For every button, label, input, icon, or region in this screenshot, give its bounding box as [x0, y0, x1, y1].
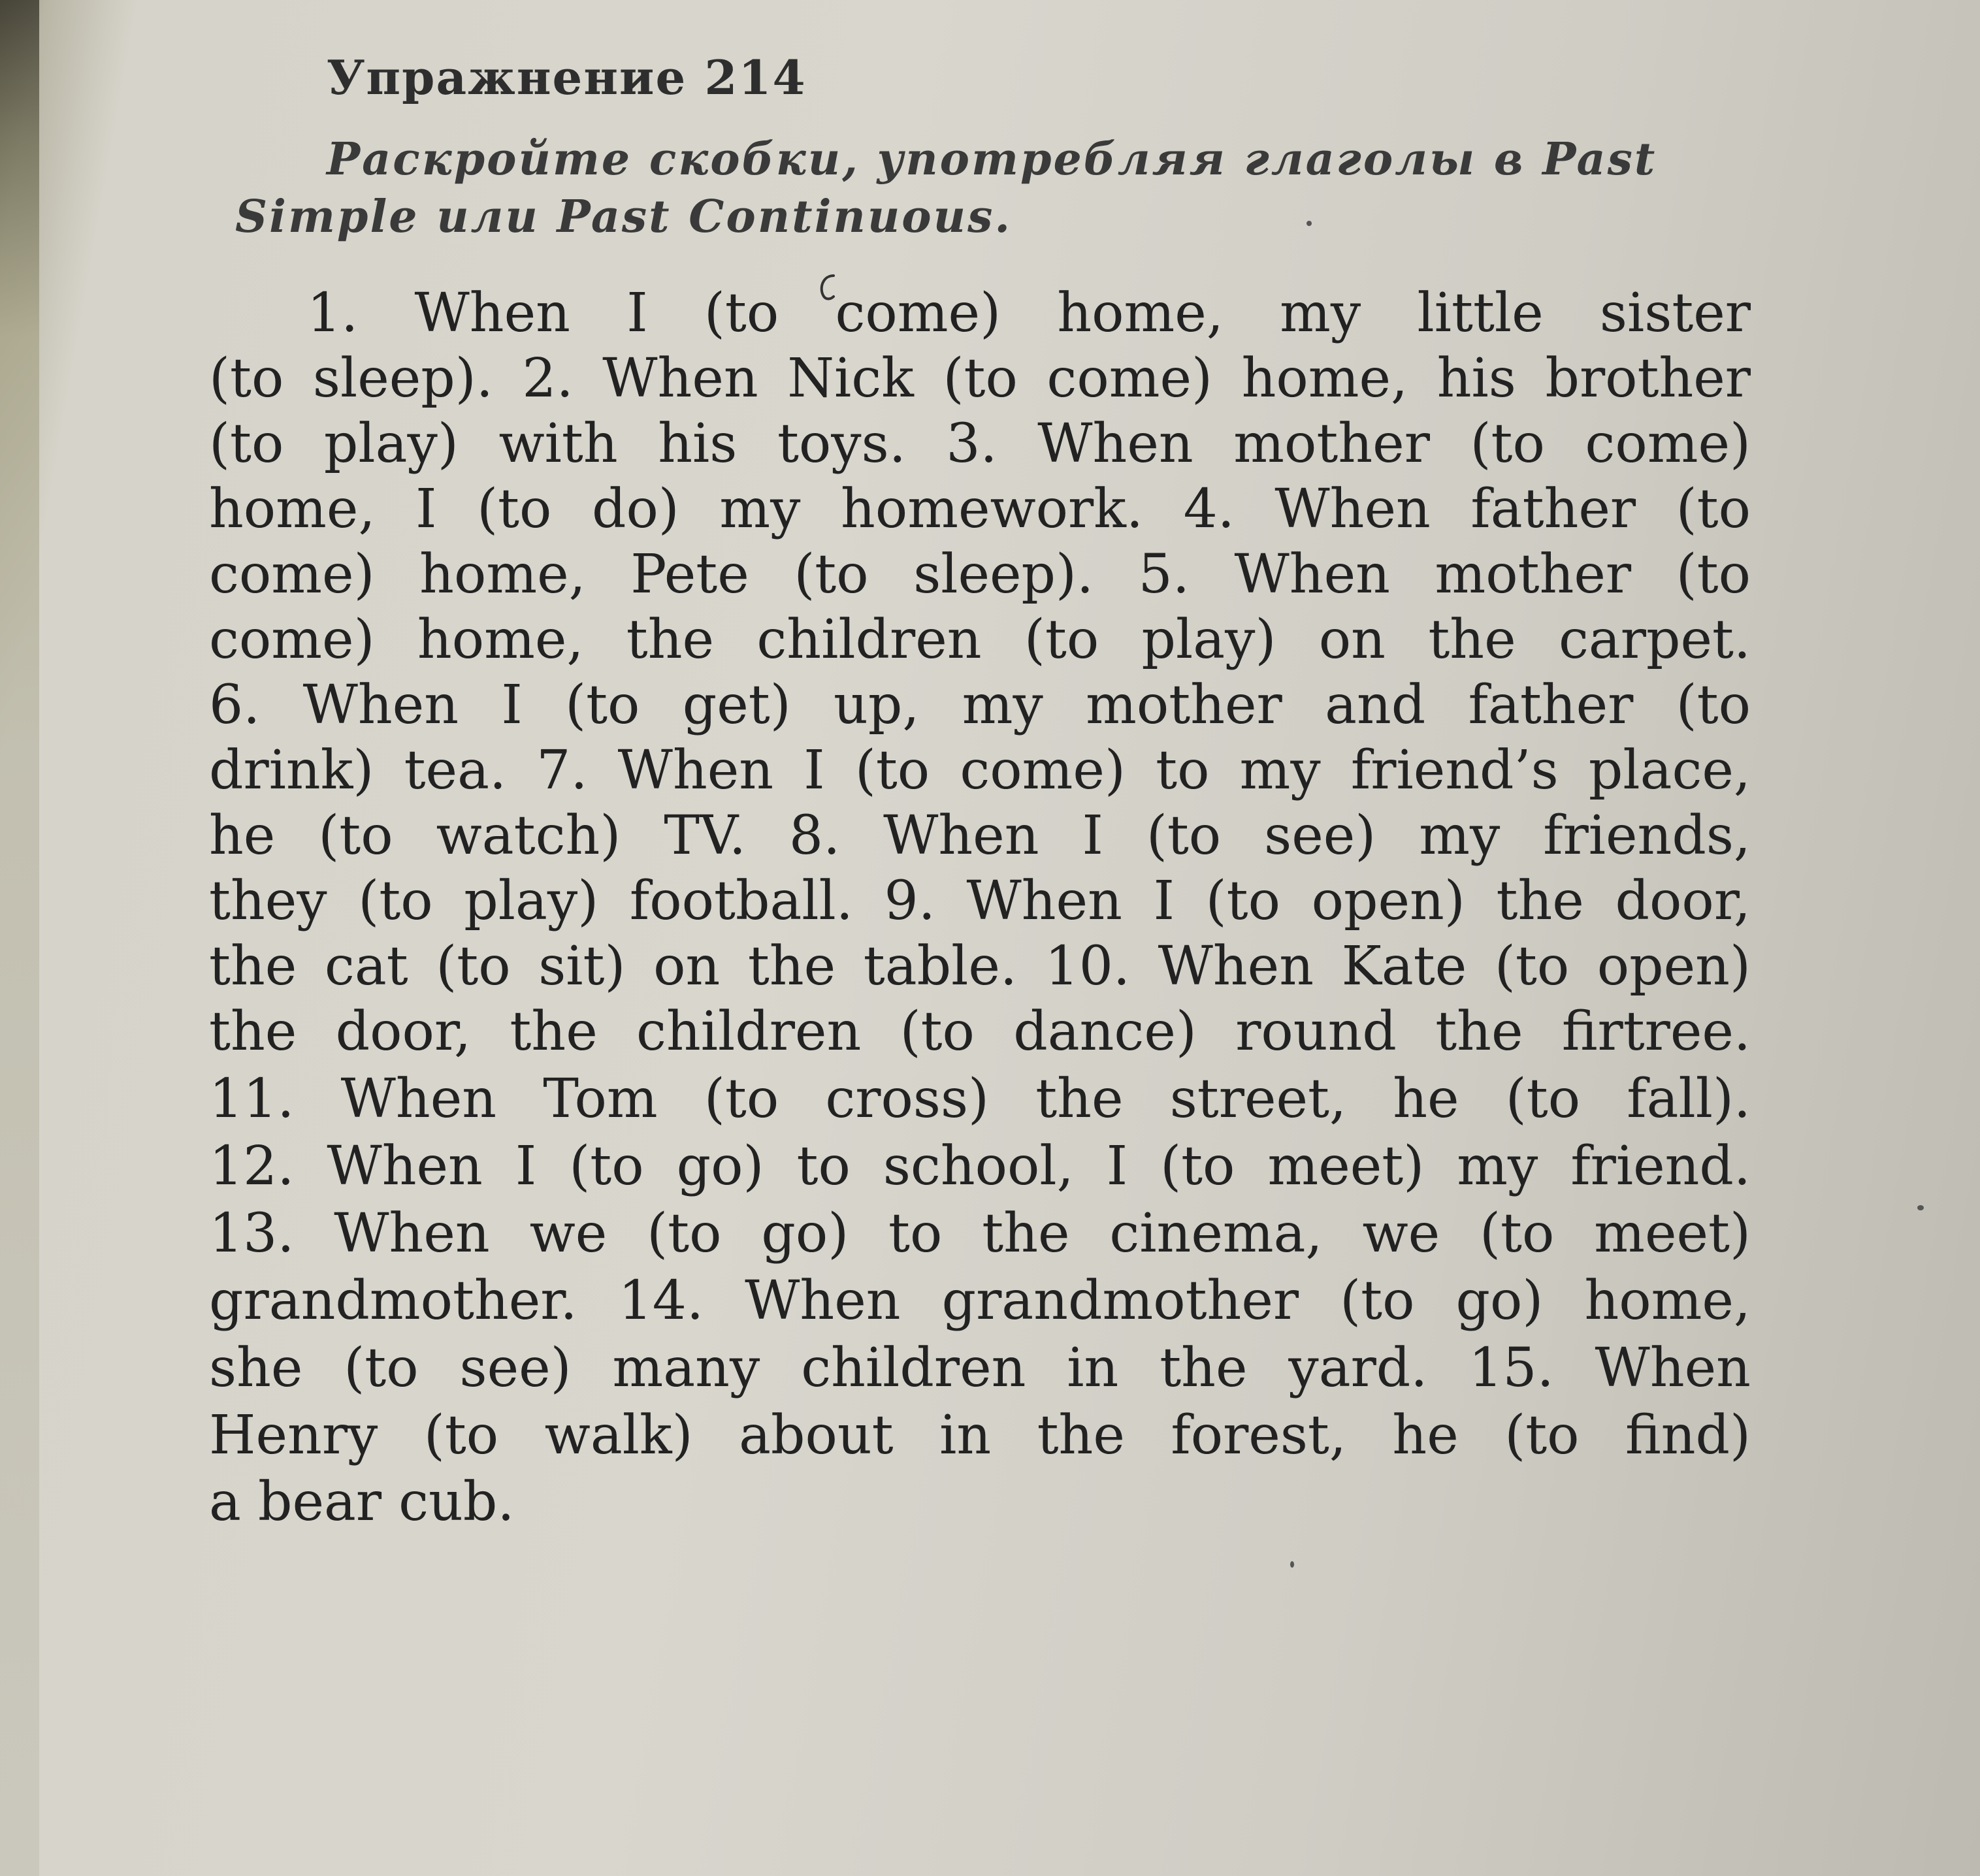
exercise-instruction: [235, 131, 1725, 246]
exercise-line-2: (to sleep). 2. When Nick (to come) home, his brother: [209, 348, 1751, 410]
exercise-line-4: home, I (to do) my homework. 4. When father (to: [209, 478, 1751, 540]
exercise-line-8: drink) tea. 7. When I (to come) to my friend’s place,: [209, 739, 1751, 801]
exercise-line-19: a bear cub.: [209, 1471, 515, 1533]
paper-speck: [1290, 1561, 1294, 1568]
paper-speck: [1917, 1205, 1924, 1210]
exercise-line-1: 1. When I (to come) home, my little sister: [307, 282, 1751, 344]
instruction-line-1: Раскройте скобки, употребляя глаголы в Past: [327, 133, 1657, 186]
exercise-line-15: 13. When we (to go) to the cinema, we (to meet): [209, 1203, 1751, 1265]
exercise-line-5: come) home, Pete (to sleep). 5. When mother (to: [209, 543, 1751, 606]
exercise-line-9: he (to watch) TV. 8. When I (to see) my friends,: [209, 805, 1751, 867]
paper-speck: [1306, 221, 1312, 226]
exercise-line-17: she (to see) many children in the yard. 15. When: [209, 1337, 1751, 1399]
exercise-heading: Упражнение 214: [327, 50, 807, 105]
exercise-line-18: Henry (to walk) about in the forest, he (to find): [209, 1404, 1751, 1466]
exercise-line-7: 6. When I (to get) up, my mother and father (to: [209, 674, 1751, 736]
exercise-line-6: come) home, the children (to play) on the carpet.: [209, 609, 1751, 671]
exercise-line-11: the cat (to sit) on the table. 10. When Kate (to open): [209, 935, 1751, 997]
exercise-line-14: 12. When I (to go) to school, I (to meet) my friend.: [209, 1135, 1751, 1197]
exercise-line-16: grandmother. 14. When grandmother (to go) home,: [209, 1270, 1751, 1332]
exercise-line-10: they (to play) football. 9. When I (to open) the door,: [209, 870, 1751, 932]
exercise-line-13: 11. When Tom (to cross) the street, he (to fall).: [209, 1068, 1751, 1130]
instruction-line-2: Simple или Past Continuous.: [235, 191, 1013, 243]
exercise-line-3: (to play) with his toys. 3. When mother (to come): [209, 413, 1751, 475]
exercise-line-12: the door, the children (to dance) round the firtree.: [209, 1001, 1751, 1063]
